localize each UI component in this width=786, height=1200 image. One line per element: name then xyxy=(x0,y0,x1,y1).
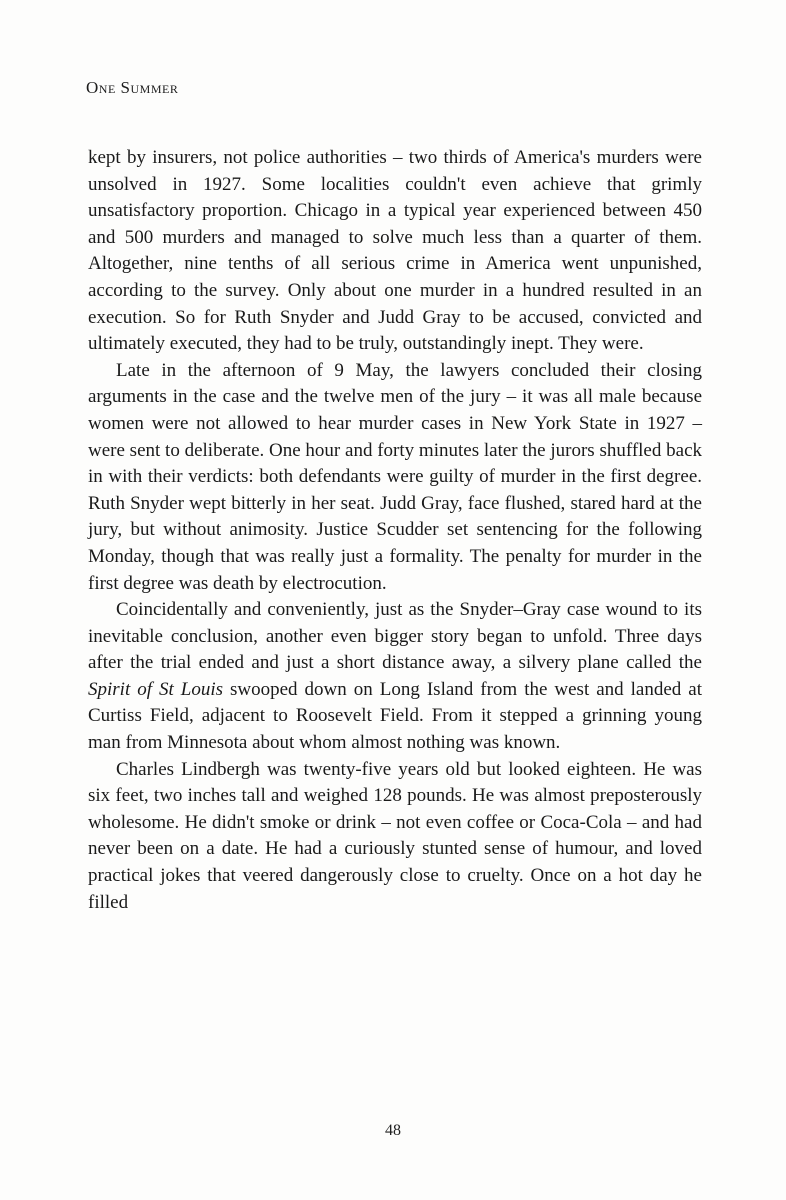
running-head: One Summer xyxy=(86,78,179,97)
page-number: 48 xyxy=(385,1122,401,1139)
body-text xyxy=(88,145,702,916)
paragraph-3 xyxy=(88,597,702,757)
paragraph-4: Charles Lindbergh was twenty-five years old but looked eighteen. He was six feet, two inches tall and weighed 128 pounds. He was almost preposterously wholesome. He didn't smoke or drink – not even coffee or Coca-Cola – and had never been on a date. He had a curiously stunted sense of humour, and loved practical jokes that veered dangerously close to cruelty. Once on a hot day he filled xyxy=(88,758,702,913)
paragraph-2: Late in the afternoon of 9 May, the lawyers concluded their closing arguments in the case and the twelve men of the jury – it was all male because women were not allowed to hear murder cases in New York State in 1927 – were sent to deliberate. One hour and forty minutes later the jurors shuffled back in with their verdicts: both defendants were guilty of murder in the first degree. Ruth Snyder wept bitterly in her seat. Judd Gray, face flushed, stared hard at the jury, but without animosity. Justice Scudder set sentencing for the following Monday, though that was really just a formality. The penalty for murder in the first degree was death by electrocution. xyxy=(88,359,702,594)
paragraph-3-lead: Coincidentally and conveniently, just as the Snyder–Gray case wound to its inevitable conclusion, another even bigger story began to unfold. Three days after the trial ended and just a short distance away, a silvery plane called the xyxy=(88,599,702,674)
plane-name-italic: Spirit of St Louis xyxy=(88,678,224,700)
paragraph-1: kept by insurers, not police authorities – two thirds of America's murders were unsolved in 1927. Some localities couldn't even achieve that grimly unsatisfactory proportion. Chicago in a typical year experienced between 450 and 500 murders and managed to solve much less than a quarter of them. Altogether, nine tenths of all serious crime in America went unpunished, according to the survey. Only about one murder in a hundred resulted in an execution. So for Ruth Snyder and Judd Gray to be accused, convicted and ultimately executed, they had to be truly, outstandingly inept. They were. xyxy=(88,147,702,355)
paragraph-3-tail: swooped down on Long Island from the west and landed at Curtiss Field, adjacent to Roosevelt Field. From it stepped a grinning young man from Minnesota about whom almost nothing was known. xyxy=(88,678,703,754)
